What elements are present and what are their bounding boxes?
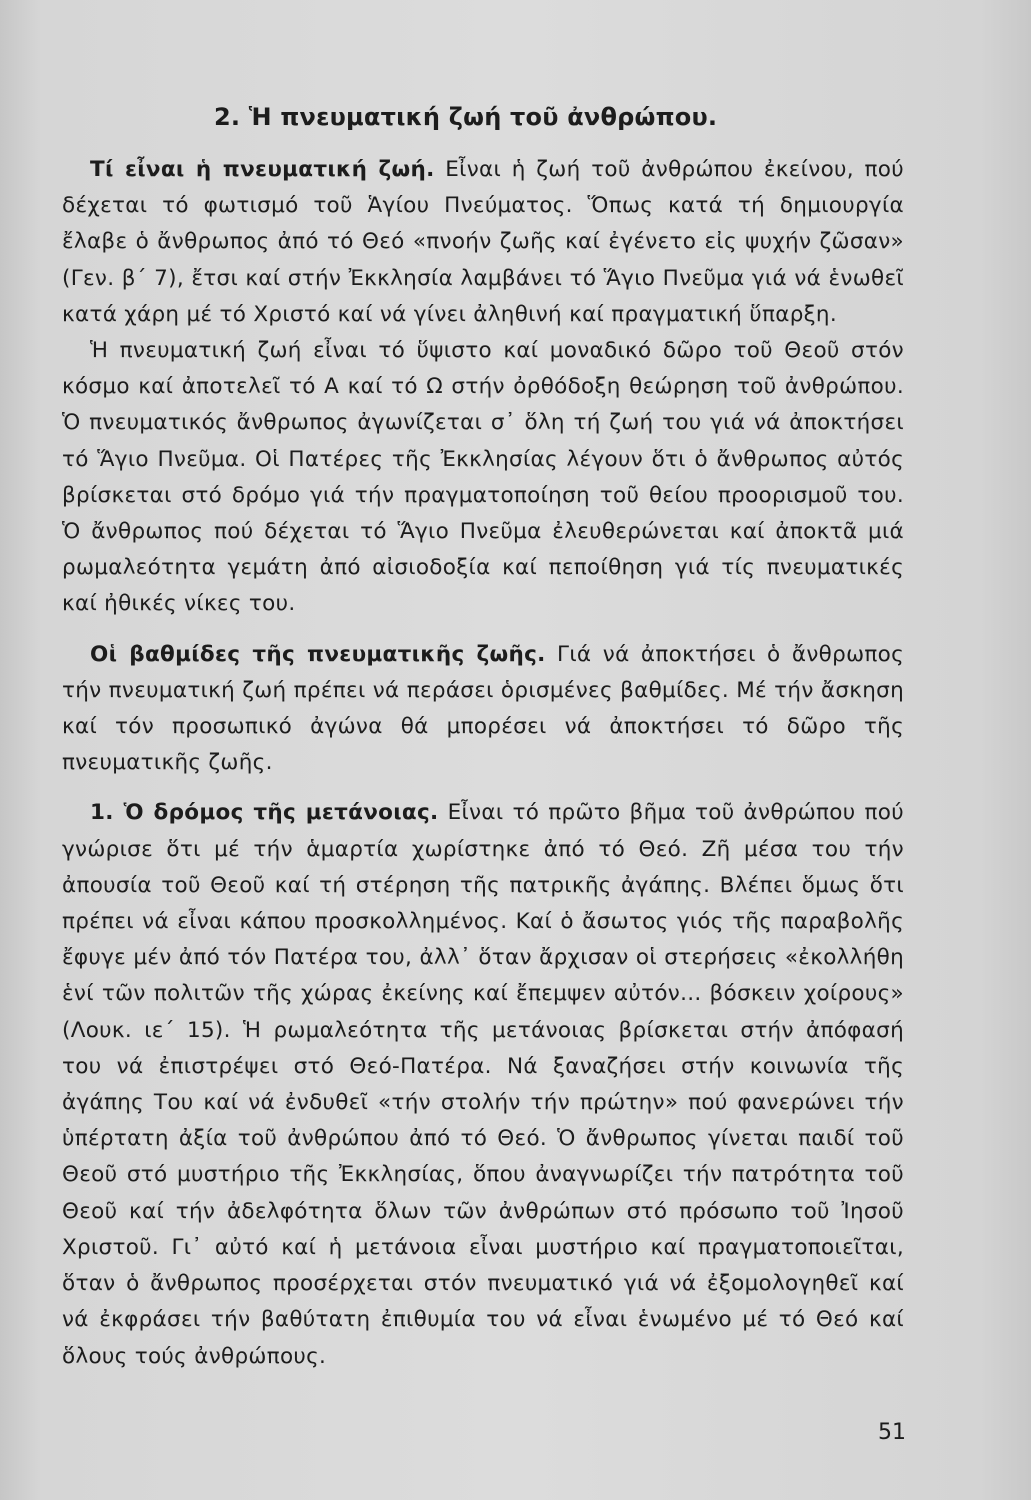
paragraph-lead: Οἱ βαθμίδες τῆς πνευματικῆς ζωῆς. [90,641,546,667]
paragraph-stages [62,637,904,782]
paragraph-lead: Τί εἶναι ἡ πνευματική ζωή. [90,157,435,182]
paragraph-text: Εἶναι τό πρῶτο βῆμα τοῦ ἀνθρώπου πού γνώρισε ὅτι μέ τήν ἁμαρτία χωρίστηκε ἀπό τό Θεό. Ζῆ μέσα του τήν ἀπουσία τοῦ Θεοῦ καί τή στέρηση τῆς πατρικῆς ἀγάπης. Βλέπει ὅμως ὅτι πρέπει νά εἶναι κάπου προσκολλημένος. Καί ὁ ἄσωτος γιός τῆς παραβολῆς ἔφυγε μέν ἀπό τόν Πατέρα του, ἀλλ᾽ ὅταν ἄρχισαν οἱ στερήσεις «ἐκολλήθη ἑνί τῶν πολιτῶν τῆς χώρας ἐκείνης καί ἔπεμψεν αὐτόν... βόσκειν χοίρους» (Λουκ. ιε΄ 15). Ἡ ρωμαλεότητα τῆς μετάνοιας βρίσκεται στήν ἀπόφασή του νά ἐπιστρέψει στό Θεό-Πατέρα. Νά ξαναζήσει στήν κοινωνία τῆς ἀγάπης Του καί νά ἐνδυθεῖ «τήν στολήν τήν πρώτην» πού φανερώνει τήν ὑπέρτατη ἀξία τοῦ ἀνθρώπου ἀπό τό Θεό. Ὁ ἄνθρωπος γίνεται παιδί τοῦ Θεοῦ στό μυστήριο τῆς Ἐκκλησίας, ὅπου ἀναγνωρίζει τήν πατρότητα τοῦ Θεοῦ καί τήν ἀδελφότητα ὅλων τῶν ἀνθρώπων στό πρόσωπο τοῦ Ἰησοῦ Χριστοῦ. Γι᾽ αὐτό καί ἡ μετάνοια εἶναι μυστήριο καί πραγματοποιεῖται, ὅταν ὁ ἄνθρωπος προσέρχεται στόν πνευματικό γιά νά ἐξομολογηθεῖ καί νά ἐκφράσει τήν βαθύτατη ἐπιθυμία του νά εἶναι ἑνωμένο μέ τό Θεό καί ὅλους τούς ἀνθρώπους. [62,800,904,1369]
section-title: 2. Ἡ πνευματική ζωή τοῦ ἀνθρώπου. [214,103,718,131]
paragraph-path-of-repentance [62,795,904,1374]
paragraph-text: Γιά νά ἀποκτήσει ὁ ἄνθρωπος τήν πνευματική ζωή πρέπει νά περάσει ὁρισμένες βαθμίδες. Μέ τήν ἄσκηση καί τόν προσωπικό ἀγώνα θά μπορέσει νά ἀποκτήσει τό δῶρο τῆς πνευματικῆς ζωῆς. [62,641,904,776]
paragraph-text: Ἡ πνευματική ζωή εἶναι τό ὕψιστο καί μοναδικό δῶρο τοῦ Θεοῦ στόν κόσμο καί ἀποτελεῖ τό Α καί τό Ω στήν ὀρθόδοξη θεώρηση τοῦ ἀνθρώπου. Ὁ πνευματικός ἄνθρωπος ἀγωνίζεται σ᾽ ὅλη τή ζωή του γιά νά ἀποκτήσει τό Ἅγιο Πνεῦμα. Οἱ Πατέρες τῆς Ἐκκλησίας λέγουν ὅτι ὁ ἄνθρωπος αὐτός βρίσκεται στό δρόμο γιά τήν πραγματοποίηση τοῦ θείου προορισμοῦ του. Ὁ ἄνθρωπος πού δέχεται τό Ἅγιο Πνεῦμα ἐλευθερώνεται καί ἀποκτᾶ μιά ρωμαλεότητα γεμάτη ἀπό αἰσιοδοξία καί πεποίθηση γιά τίς πνευματικές καί ἠθικές νίκες του. [62,338,904,617]
paragraph-gift-of-god [62,333,904,623]
paragraph-lead: 1. Ὁ δρόμος τῆς μετάνοιας. [90,800,439,826]
page-number: 51 [878,1420,906,1445]
paragraph-text: Εἶναι ἡ ζωή τοῦ ἀνθρώπου ἐκείνου, πού δέχεται τό φωτισμό τοῦ Ἁγίου Πνεύματος. Ὅπως κατά τή δημιουργία ἔλαβε ὁ ἄνθρωπος ἀπό τό Θεό «πνοήν ζωῆς καί ἐγένετο εἰς ψυχήν ζῶσαν» (Γεν. β΄ 7), ἔτσι καί στήν Ἐκκλησία λαμβάνει τό Ἅγιο Πνεῦμα γιά νά ἑνωθεῖ κατά χάρη μέ τό Χριστό καί νά γίνει ἀληθινή καί πραγματική ὕπαρξη. [62,157,904,327]
paragraph-what-is-spiritual-life [62,152,904,333]
page-body [62,100,904,1375]
